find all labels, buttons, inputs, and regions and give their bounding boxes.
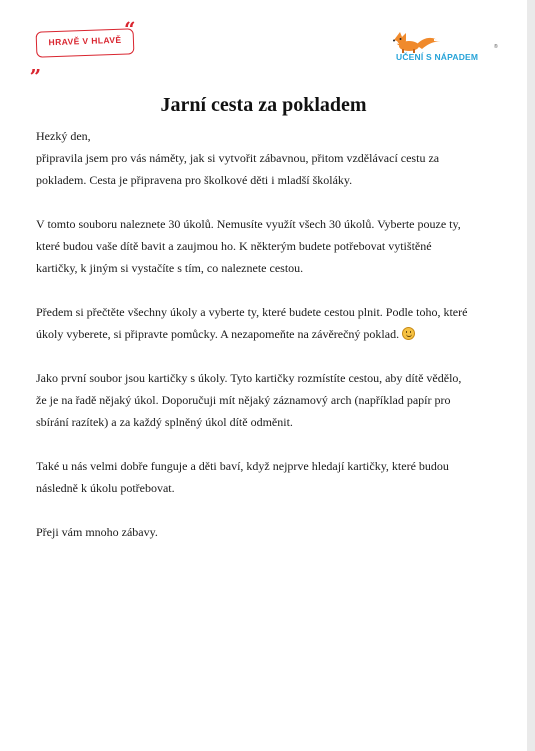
smiley-icon [402, 327, 415, 340]
text-line: Také u nás velmi dobře funguje a děti baví, když nejprve hledají kartičky, které budou [36, 459, 449, 473]
text-line: že je na řadě nějaký úkol. Doporučuji mít nějaký záznamový arch (například papír pro [36, 393, 451, 407]
text-line: Předem si přečtěte všechny úkoly a vyberte ty, které budete cestou plnit. Podle toho, které [36, 305, 468, 319]
text-line: připravila jsem pro vás náměty, jak si vytvořit zábavnou, přitom vzdělávací cestu za [36, 151, 440, 165]
paragraph [36, 521, 502, 543]
text-line: sbírání razítek) a za každý splněný úkol dítě odměnit. [36, 415, 293, 429]
logo-quote-mark: „ [30, 53, 42, 77]
logo-right-text: UČENÍ S NÁPADEM [396, 52, 479, 62]
logo-left-text: HRAVĚ V HLAVĚ [48, 34, 122, 48]
paragraph [36, 301, 502, 345]
scrollbar-track[interactable] [527, 0, 535, 751]
uceni-s-napadem-logo [382, 28, 500, 68]
logo-quote-mark: “ [124, 17, 136, 41]
text-line: následně k úkolu potřebovat. [36, 481, 175, 495]
text-line [36, 323, 502, 345]
hrave-v-hlave-logo [30, 17, 142, 77]
text-segment: úkoly vyberete, si připravte pomůcky. A nezapomeňte na závěrečný poklad. [36, 327, 400, 341]
paragraph [36, 367, 502, 433]
paragraph [36, 213, 502, 279]
text-line: kartičky, k jiným si vystačíte s tím, co naleznete cestou. [36, 261, 304, 275]
text-line: V tomto souboru naleznete 30 úkolů. Nemusíte využít všech 30 úkolů. Vyberte pouze ty, [36, 217, 461, 231]
document-body [36, 125, 502, 565]
fox-icon [382, 28, 442, 54]
text-line: Jako první soubor jsou kartičky s úkoly. Tyto kartičky rozmístíte cestou, aby dítě vědělo, [36, 371, 462, 385]
text-line: které budou vaše dítě bavit a zaujmou ho. K některým budete potřebovat vytištěné [36, 239, 432, 253]
text-line: pokladem. Cesta je připravena pro školkové děti i mladší školáky. [36, 173, 353, 187]
document-title: Jarní cesta za pokladem [160, 94, 367, 116]
paragraph [36, 455, 502, 499]
text-line: Hezký den, [36, 129, 91, 143]
text-line: Přeji vám mnoho zábavy. [36, 525, 158, 539]
paragraph [36, 125, 502, 191]
registered-mark: ® [494, 44, 498, 50]
